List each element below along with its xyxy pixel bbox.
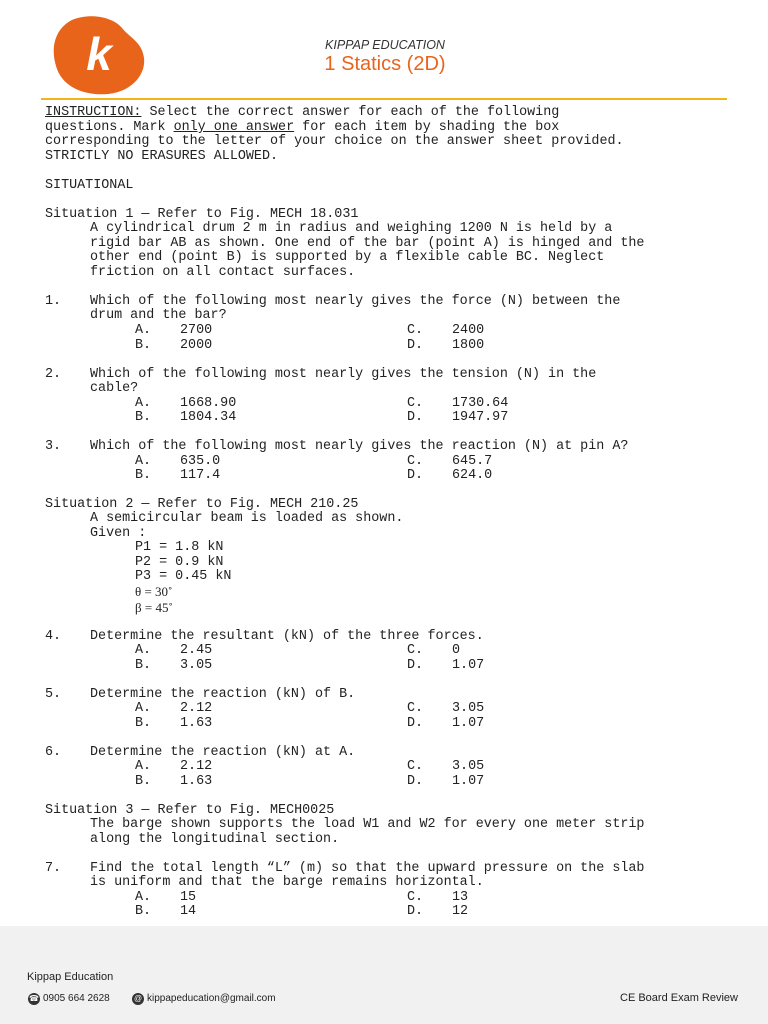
option-c: C. 1730.64 [407, 396, 509, 411]
option-d: D. 1800 [407, 338, 485, 353]
option-c: C. 13 [407, 890, 469, 905]
option-d: D. 12 [407, 904, 469, 919]
option-d: D. 624.0 [407, 468, 493, 483]
footer-name: Kippap Education [27, 971, 114, 983]
instruction-line-3: corresponding to the letter of your choice on the answer sheet provided. [45, 134, 624, 149]
question-text: Which of the following most nearly gives the tension (N) in the [90, 367, 597, 382]
option-d: D. 1947.97 [407, 410, 509, 425]
option-b: B. 14 [135, 904, 197, 919]
option-a: A. 2700 [135, 323, 213, 338]
question-number: 3. [45, 439, 62, 454]
given-value: P3 = 0.45 kN [135, 569, 232, 584]
footer-phone: 0905 664 2628 [43, 993, 110, 1004]
given-value: P1 = 1.8 kN [135, 540, 224, 555]
option-a: A. 635.0 [135, 454, 221, 469]
situation-3-text: along the longitudinal section. [90, 832, 340, 847]
given-value: P2 = 0.9 kN [135, 555, 224, 570]
option-a: A. 2.12 [135, 759, 213, 774]
given-angle: θ = 30˚ [135, 584, 173, 599]
footer-email: kippapeducation@gmail.com [147, 993, 276, 1004]
given-angle: β = 45˚ [135, 600, 173, 615]
kippap-logo [52, 14, 148, 96]
option-c: C. 3.05 [407, 701, 485, 716]
instruction-label: INSTRUCTION: [45, 105, 142, 120]
only-one-answer-emphasis: only one answer [173, 120, 295, 135]
question-number: 6. [45, 745, 62, 760]
situation-2-text: Given : [90, 526, 147, 541]
question-text: Which of the following most nearly gives the reaction (N) at pin A? [90, 439, 629, 454]
option-b: B. 3.05 [135, 658, 213, 673]
question-number: 1. [45, 294, 62, 309]
situation-2-text: A semicircular beam is loaded as shown. [90, 511, 404, 526]
question-text: cable? [90, 381, 139, 396]
option-c: C. 0 [407, 643, 461, 658]
instruction-line-2: questions. Mark only one answer for each item by shading the box [45, 120, 560, 135]
option-b: B. 1.63 [135, 774, 213, 789]
question-text: drum and the bar? [90, 308, 227, 323]
question-number: 2. [45, 367, 62, 382]
email-icon: @ [133, 994, 143, 1003]
question-number: 5. [45, 687, 62, 702]
situation-2-heading: Situation 2 — Refer to Fig. MECH 210.25 [45, 497, 359, 512]
question-text: is uniform and that the barge remains horizontal. [90, 875, 484, 890]
question-number: 4. [45, 629, 62, 644]
instruction-line-4: STRICTLY NO ERASURES ALLOWED. [45, 149, 279, 164]
option-b: B. 2000 [135, 338, 213, 353]
situation-3-text: The barge shown supports the load W1 and W2 for every one meter strip [90, 817, 645, 832]
page-title: 1 Statics (2D) [324, 53, 446, 75]
option-d: D. 1.07 [407, 658, 485, 673]
header-divider [41, 98, 727, 100]
phone-icon: ☎ [29, 994, 39, 1003]
option-d: D. 1.07 [407, 774, 485, 789]
option-d: D. 1.07 [407, 716, 485, 731]
brand-name: KIPPAP EDUCATION [325, 38, 445, 52]
option-a: A. 1668.90 [135, 396, 237, 411]
option-c: C. 3.05 [407, 759, 485, 774]
situation-1-text: A cylindrical drum 2 m in radius and weighing 1200 N is held by a [90, 221, 613, 236]
question-text: Which of the following most nearly gives the force (N) between the [90, 294, 621, 309]
logo-letter: k [86, 28, 112, 80]
option-b: B. 117.4 [135, 468, 221, 483]
option-c: C. 645.7 [407, 454, 493, 469]
section-label: SITUATIONAL [45, 178, 134, 193]
footer [0, 926, 768, 1024]
option-b: B. 1804.34 [135, 410, 237, 425]
situation-1-text: rigid bar AB as shown. One end of the bar (point A) is hinged and the [90, 236, 645, 251]
question-text: Determine the reaction (kN) of B. [90, 687, 356, 702]
situation-1-text: other end (point B) is supported by a flexible cable BC. Neglect [90, 250, 605, 265]
option-a: A. 2.12 [135, 701, 213, 716]
situation-1-heading: Situation 1 — Refer to Fig. MECH 18.031 [45, 207, 359, 222]
situation-3-heading: Situation 3 — Refer to Fig. MECH0025 [45, 803, 335, 818]
instruction-line-1: INSTRUCTION: Select the correct answer for each of the following [45, 105, 560, 120]
option-a: A. 15 [135, 890, 197, 905]
situation-1-text: friction on all contact surfaces. [90, 265, 356, 280]
question-text: Determine the reaction (kN) at A. [90, 745, 356, 760]
option-b: B. 1.63 [135, 716, 213, 731]
question-text: Determine the resultant (kN) of the three forces. [90, 629, 484, 644]
option-c: C. 2400 [407, 323, 485, 338]
question-number: 7. [45, 861, 62, 876]
option-a: A. 2.45 [135, 643, 213, 658]
question-text: Find the total length “L” (m) so that the upward pressure on the slab [90, 861, 645, 876]
footer-tagline: CE Board Exam Review [620, 992, 738, 1004]
